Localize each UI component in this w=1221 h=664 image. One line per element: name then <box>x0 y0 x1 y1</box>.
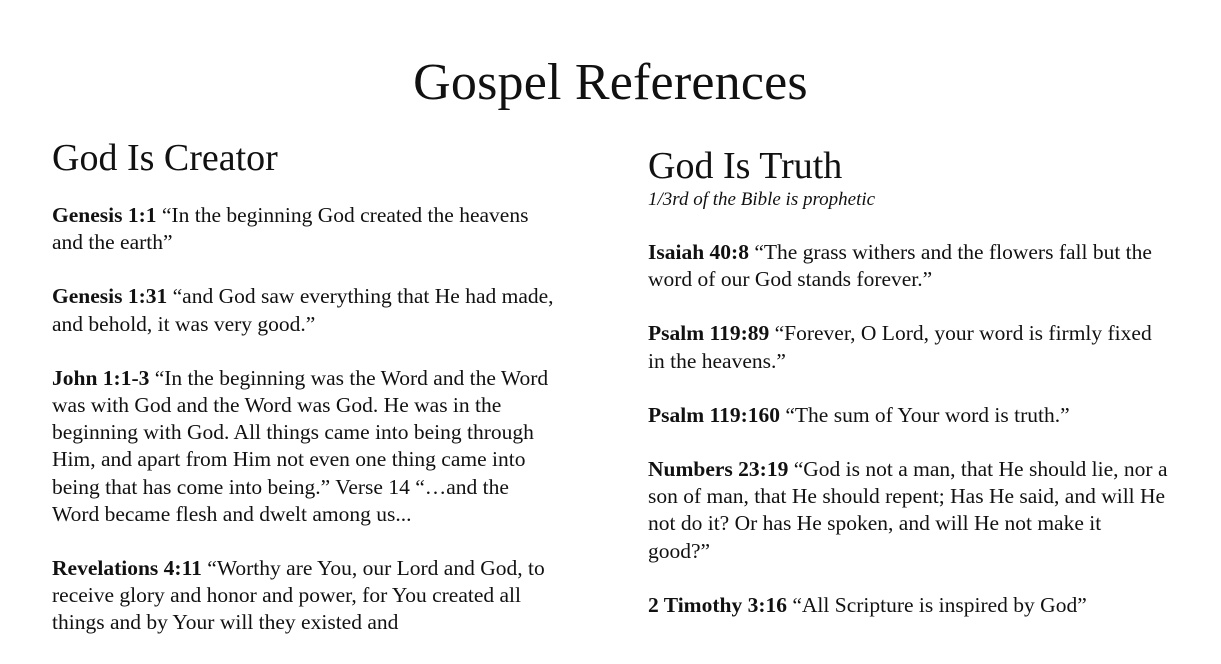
reference-text: “God is not a man, that He should lie, nor a son of man, that He should repent; Has He said, and will He not do it? Or has He spoken, and will He not make it good?” <box>648 457 1168 563</box>
reference-citation: 2 Timothy 3:16 <box>648 592 787 617</box>
reference-citation: Genesis 1:1 <box>52 203 157 227</box>
reference-text: “Worthy are You, our Lord and God, to receive glory and honor and power, for You created all things and by Your will they existed and <box>52 556 545 635</box>
creator-references <box>52 202 557 664</box>
reference-genesis-1-1 <box>52 202 557 256</box>
reference-text: “The sum of Your word is truth.” <box>779 402 1070 427</box>
reference-text: “In the beginning God created the heavens and the earth” <box>52 203 529 255</box>
page-title: Gospel References <box>413 54 808 111</box>
reference-citation: Psalm 119:160 <box>648 402 780 427</box>
reference-john-1-1-3 <box>52 365 557 528</box>
reference-text: “The grass withers and the flowers fall but the word of our God stands forever.” <box>648 240 1152 292</box>
reference-text: “Forever, O Lord, your word is firmly fixed in the heavens.” <box>648 321 1152 373</box>
reference-text: “All Scripture is inspired by God” <box>786 592 1087 617</box>
reference-text: “and God saw everything that He had made, and behold, it was very good.” <box>52 284 554 336</box>
reference-2-timothy-3-16 <box>648 592 1168 619</box>
reference-isaiah-40-8 <box>648 239 1168 293</box>
reference-citation: Revelations 4:11 <box>52 556 202 581</box>
reference-psalm-119-160 <box>648 402 1168 429</box>
section-heading-truth: God Is Truth <box>648 145 843 187</box>
reference-citation: John 1:1-3 <box>52 365 150 390</box>
reference-genesis-1-31 <box>52 283 557 337</box>
reference-revelations-4-11 <box>52 555 557 637</box>
reference-psalm-119-89 <box>648 320 1168 374</box>
reference-citation: Numbers 23:19 <box>648 457 789 482</box>
section-heading-creator: God Is Creator <box>52 137 278 179</box>
reference-citation: Isaiah 40:8 <box>648 240 749 264</box>
section-subtitle: 1/3rd of the Bible is prophetic <box>648 189 876 210</box>
reference-citation: Genesis 1:31 <box>52 284 168 309</box>
reference-text: “In the beginning was the Word and the Word was with God and the Word was God. He was in the beginning with God. All things came into being through Him, and apart from Him not even one thing came into being that has come into being.” Verse 14 “…and the Word became flesh and dwelt among us... <box>52 365 549 526</box>
reference-citation: Psalm 119:89 <box>648 321 770 346</box>
reference-numbers-23-19 <box>648 456 1168 565</box>
truth-references <box>648 239 1168 646</box>
